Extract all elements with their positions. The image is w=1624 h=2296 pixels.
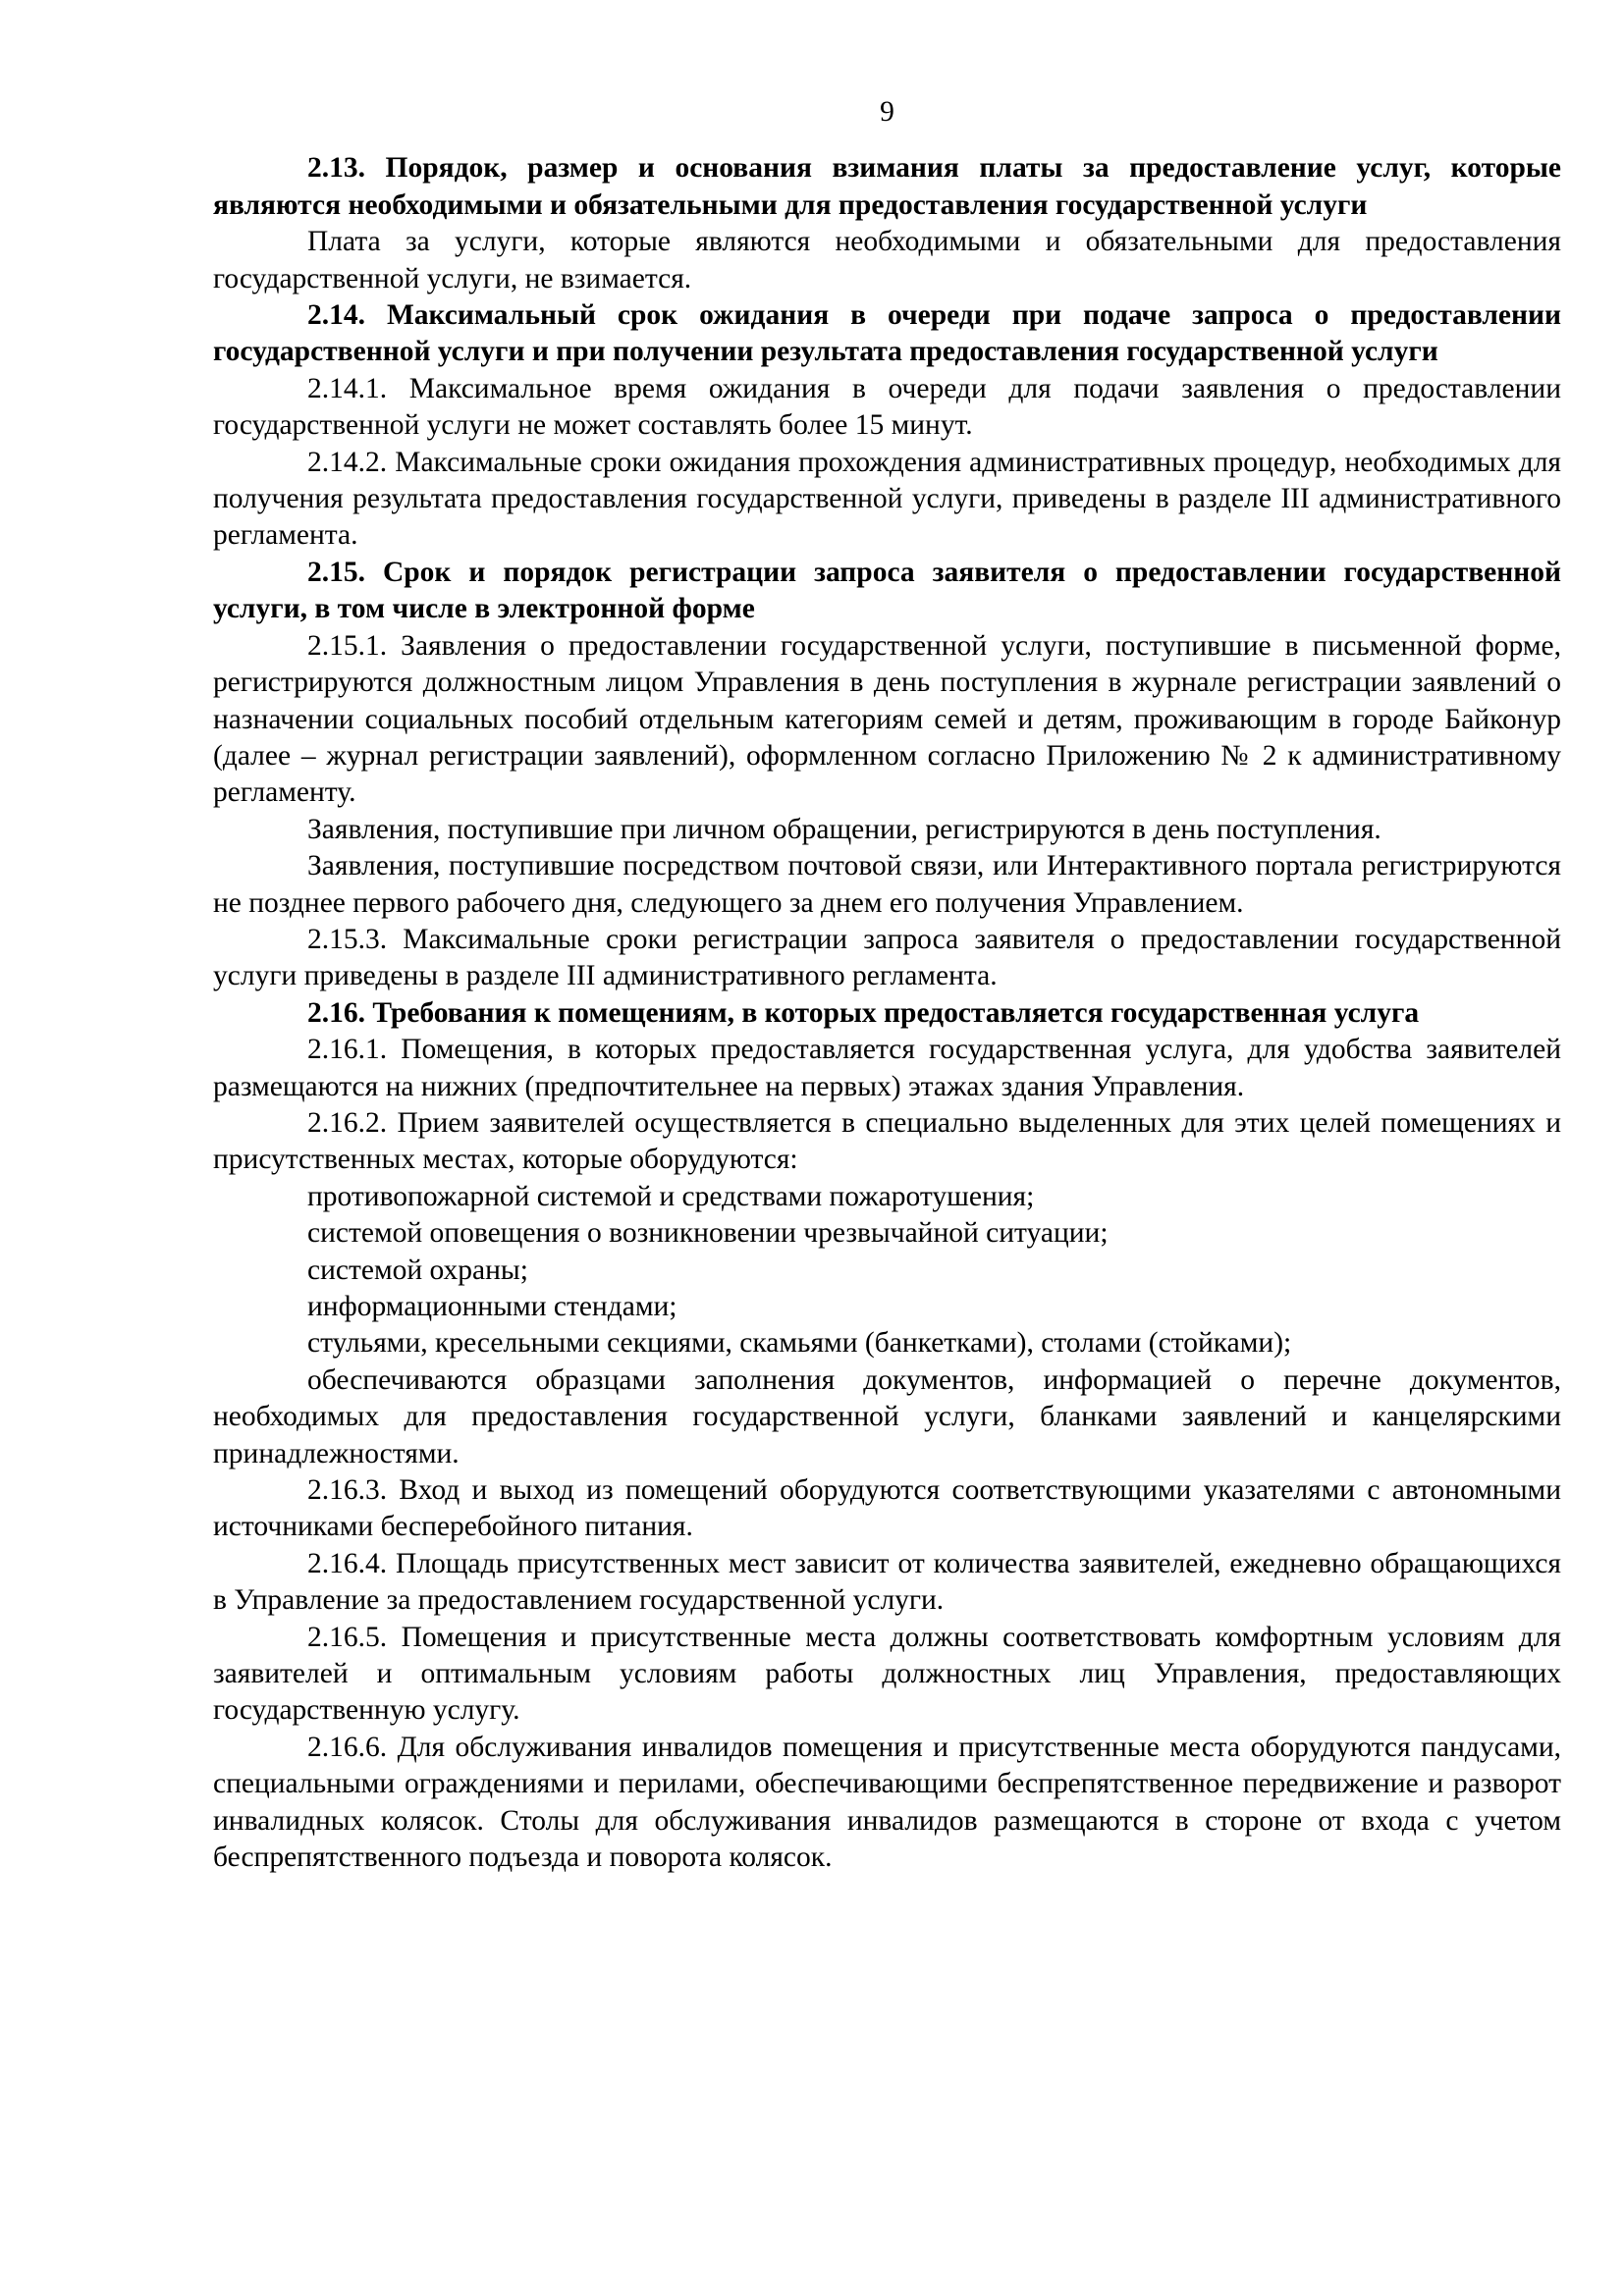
section-heading: 2.13. Порядок, размер и основания взимания платы за предоставление услуг, которые являются необходимыми и обязательными для предоставления государственной услуги <box>213 152 1561 221</box>
section-heading: 2.15. Срок и порядок регистрации запроса заявителя о предоставлении государственной услуги, в том числе в электронной форме <box>213 556 1561 625</box>
body-paragraph: 2.16.4. Площадь присутственных мест зависит от количества заявителей, ежедневно обращающихся в Управление за предоставлением государственной услуги. <box>213 1547 1561 1617</box>
body-paragraph: 2.16.3. Вход и выход из помещений оборудуются соответствующими указателями с автономными источниками бесперебойного питания. <box>213 1474 1561 1543</box>
body-paragraph: обеспечиваются образцами заполнения документов, информацией о перечне документов, необходимых для предоставления государственной услуги, бланками заявлений и канцелярскими принадлежностями. <box>213 1363 1561 1469</box>
body-paragraph: 2.15.1. Заявления о предоставлении государственной услуги, поступившие в письменной форме, регистрируются должностным лицом Управления в день поступления в журнале регистрации заявлений о назначении социальных пособий отдельным категориям семей и детям, проживающим в городе Байконур (далее – журнал регистрации заявлений), оформленном согласно Приложению № 2 к административному регламенту. <box>213 629 1561 809</box>
list-item: системой охраны; <box>307 1254 528 1286</box>
section-heading: 2.16. Требования к помещениям, в которых предоставляется государственная услуга <box>307 996 1420 1029</box>
document-body <box>213 150 1561 1876</box>
body-paragraph: 2.16.1. Помещения, в которых предоставляется государственная услуга, для удобства заявителей размещаются на нижних (предпочтительнее на первых) этажах здания Управления. <box>213 1034 1561 1102</box>
body-paragraph: 2.15.3. Максимальные сроки регистрации запроса заявителя о предоставлении государственной услуги приведены в разделе III административного регламента. <box>213 923 1561 992</box>
body-paragraph: Заявления, поступившие при личном обращении, регистрируются в день поступления. <box>307 813 1381 845</box>
body-paragraph: 2.14.2. Максимальные сроки ожидания прохождения административных процедур, необходимых для получения результата предоставления государственной услуги, приведены в разделе III административного регламента. <box>213 446 1561 552</box>
body-paragraph: Заявления, поступившие посредством почтовой связи, или Интерактивного портала регистрируются не позднее первого рабочего дня, следующего за днем его получения Управлением. <box>213 850 1561 919</box>
body-paragraph: 2.16.6. Для обслуживания инвалидов помещения и присутственные места оборудуются пандусами, специальными ограждениями и перилами, обеспечивающими беспрепятственное передвижение и разворот инвалидных колясок. Столы для обслуживания инвалидов размещаются в стороне от входа с учетом беспрепятственного подъезда и поворота колясок. <box>213 1731 1561 1874</box>
page-number: 9 <box>880 96 894 128</box>
document-page <box>213 94 1561 1877</box>
body-paragraph: 2.16.5. Помещения и присутственные места должны соответствовать комфортным условиям для заявителей и оптимальным условиям работы должностных лиц Управления, предоставляющих государственную услугу. <box>213 1621 1561 1727</box>
list-item: стульями, кресельными секциями, скамьями (банкетками), столами (стойками); <box>307 1327 1292 1360</box>
list-item: противопожарной системой и средствами пожаротушения; <box>307 1180 1035 1212</box>
body-paragraph: 2.16.2. Прием заявителей осуществляется в специально выделенных для этих целей помещениях и присутственных местах, которые оборудуются: <box>213 1106 1561 1176</box>
list-item: системой оповещения о возникновении чрезвычайной ситуации; <box>307 1217 1109 1250</box>
body-paragraph: 2.14.1. Максимальное время ожидания в очереди для подачи заявления о предоставлении государственной услуги не может составлять более 15 минут. <box>213 372 1561 442</box>
list-item: информационными стендами; <box>307 1291 677 1322</box>
section-heading: 2.14. Максимальный срок ожидания в очереди при подаче запроса о предоставлении государственной услуги и при получении результата предоставления государственной услуги <box>213 299 1561 368</box>
body-paragraph: Плата за услуги, которые являются необходимыми и обязательными для предоставления государственной услуги, не взимается. <box>213 226 1561 294</box>
